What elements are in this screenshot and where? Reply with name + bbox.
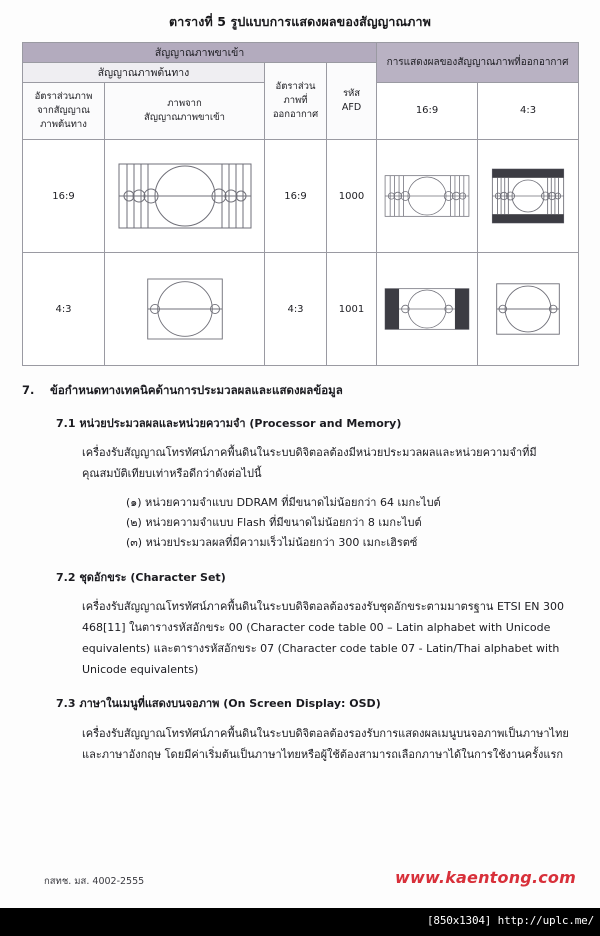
header-afd-code [327,63,377,140]
letterboxed-test-pattern-icon [478,140,578,252]
widescreen-test-pattern-icon [377,140,477,252]
pattern-svg [135,267,235,351]
row0-output-169-cell [377,140,478,253]
section-73-paragraph: เครื่องรับสัญญาณโทรทัศน์ภาคพื้นดินในระบบดิจิตอลต้องรองรับการแสดงผลเมนูบนจอภาพเป็นภาษาไทยและภาษาอังกฤษ โดยมีค่าเริ่มต้นเป็นภาษาไทยหรือผู้ใช้ต้องสามารถเลือกภาษาได้ในการใช้งานครั้งแรก [82,726,569,761]
section-72-heading: 7.2 ชุดอักขระ (Character Set) [56,570,226,584]
section-73-heading: 7.3 ภาษาในเมนูที่แสดงบนจอภาพ (On Screen Display: OSD) [56,697,381,711]
page-title: ตารางที่ 5 รูปแบบการแสดงผลของสัญญาณภาพ [169,14,431,29]
header-broadcast-ratio-line1: อัตราส่วน [275,81,316,93]
pattern-svg [380,158,474,234]
header-source-ratio [23,83,105,140]
section-7-number: 7. [22,383,35,397]
table-header-row-1 [23,43,579,63]
section-71-paragraph: เครื่องรับสัญญาณโทรทัศน์ภาคพื้นดินในระบบดิจิตอลต้องมีหน่วยประมวลผลและหน่วยความจำที่มีคุณสมบัติเทียบเท่าหรือดีกว่าดังต่อไปนี้ [82,446,537,481]
header-afd-line2: AFD [341,102,362,113]
site-watermark: www.kaentong.com [395,868,576,887]
row0-output-43-cell [478,140,579,253]
header-source-image-line1: ภาพจาก [167,98,202,110]
row0-source-ratio: 16:9 [23,140,105,253]
header-input-group: สัญญาณภาพขาเข้า [23,43,377,63]
header-source-ratio-line1: อัตราส่วนภาพ [34,91,93,103]
list-item: (๑) หน่วยความจำแบบ DDRAM ที่มีขนาดไม่น้อยกว่า 64 เมกะไบต์ [126,495,441,509]
row0-source-pattern-cell [105,140,265,253]
header-source-ratio-line3: ภาพต้นทาง [40,118,87,130]
pattern-svg [111,154,259,238]
header-afd-line1: รหัส [342,88,361,100]
row0-broadcast-ratio: 16:9 [265,140,327,253]
afd-table [22,42,579,366]
section-7-heading [22,380,574,400]
row0-afd-code: 1000 [327,140,377,253]
viewer-status-bar [0,908,600,936]
row1-output-43-cell [478,253,579,366]
section-7-title: ข้อกำหนดทางเทคนิคด้านการประมวลผลและแสดงผลข้อมูล [50,383,343,397]
document-code: กสทช. มส. 4002-2555 [44,876,145,887]
afd-table-container [22,42,578,366]
list-item: (๒) หน่วยความจำแบบ Flash ที่มีขนาดไม่น้อยกว่า 8 เมกะไบต์ [126,515,422,529]
standard-test-pattern-icon [105,253,264,365]
row1-output-169-cell [377,253,478,366]
row1-source-pattern-cell [105,253,265,366]
header-output-169: 16:9 [377,83,478,140]
header-output-43: 4:3 [478,83,579,140]
section-71-list [126,493,574,554]
table-row [23,253,579,366]
pattern-svg [380,273,474,345]
header-source-image-line2: สัญญาณภาพขาเข้า [144,112,225,123]
header-source-image [105,83,265,140]
header-source-group: สัญญาณภาพต้นทาง [23,63,265,83]
widescreen-test-pattern-icon [105,140,264,252]
document-body [0,380,600,765]
page-footer [0,866,600,908]
table-row [23,140,579,253]
header-broadcast-ratio-line3: ออกอากาศ [272,108,319,120]
image-dimensions-and-source: [850x1304] http://uplc.me/ [427,914,594,927]
row1-broadcast-ratio: 4:3 [265,253,327,366]
section-71-heading: 7.1 หน่วยประมวลผลและหน่วยความจำ (Processor and Memory) [56,417,402,431]
list-item: (๓) หน่วยประมวลผลที่มีความเร็วไม่น้อยกว่า 300 เมกะเฮิรตซ์ [126,536,418,550]
pattern-svg [488,160,568,232]
header-broadcast-ratio [265,63,327,140]
standard-test-pattern-icon [478,253,578,365]
header-output-group: การแสดงผลของสัญญาณภาพที่ออกอากาศ [377,43,579,83]
section-72-paragraph: เครื่องรับสัญญาณโทรทัศน์ภาคพื้นดินในระบบดิจิตอลต้องรองรับชุดอักขระตามมาตรฐาน ETSI EN 300 468[11] ในตารางรหัสอักขระ 00 (Character code table 00 – Latin alphabet with Unicode equivalents) และตารางรหัสอักขระ 07 (Character code table 07 - Latin/Thai alphabet with Unicode equivalents) [82,599,565,677]
row1-afd-code: 1001 [327,253,377,366]
pattern-svg [486,273,570,345]
pillarboxed-test-pattern-icon [377,253,477,365]
row1-source-ratio: 4:3 [23,253,105,366]
header-source-ratio-line2: จากสัญญาณ [37,105,90,117]
header-broadcast-ratio-line2: ภาพที่ [283,95,308,107]
